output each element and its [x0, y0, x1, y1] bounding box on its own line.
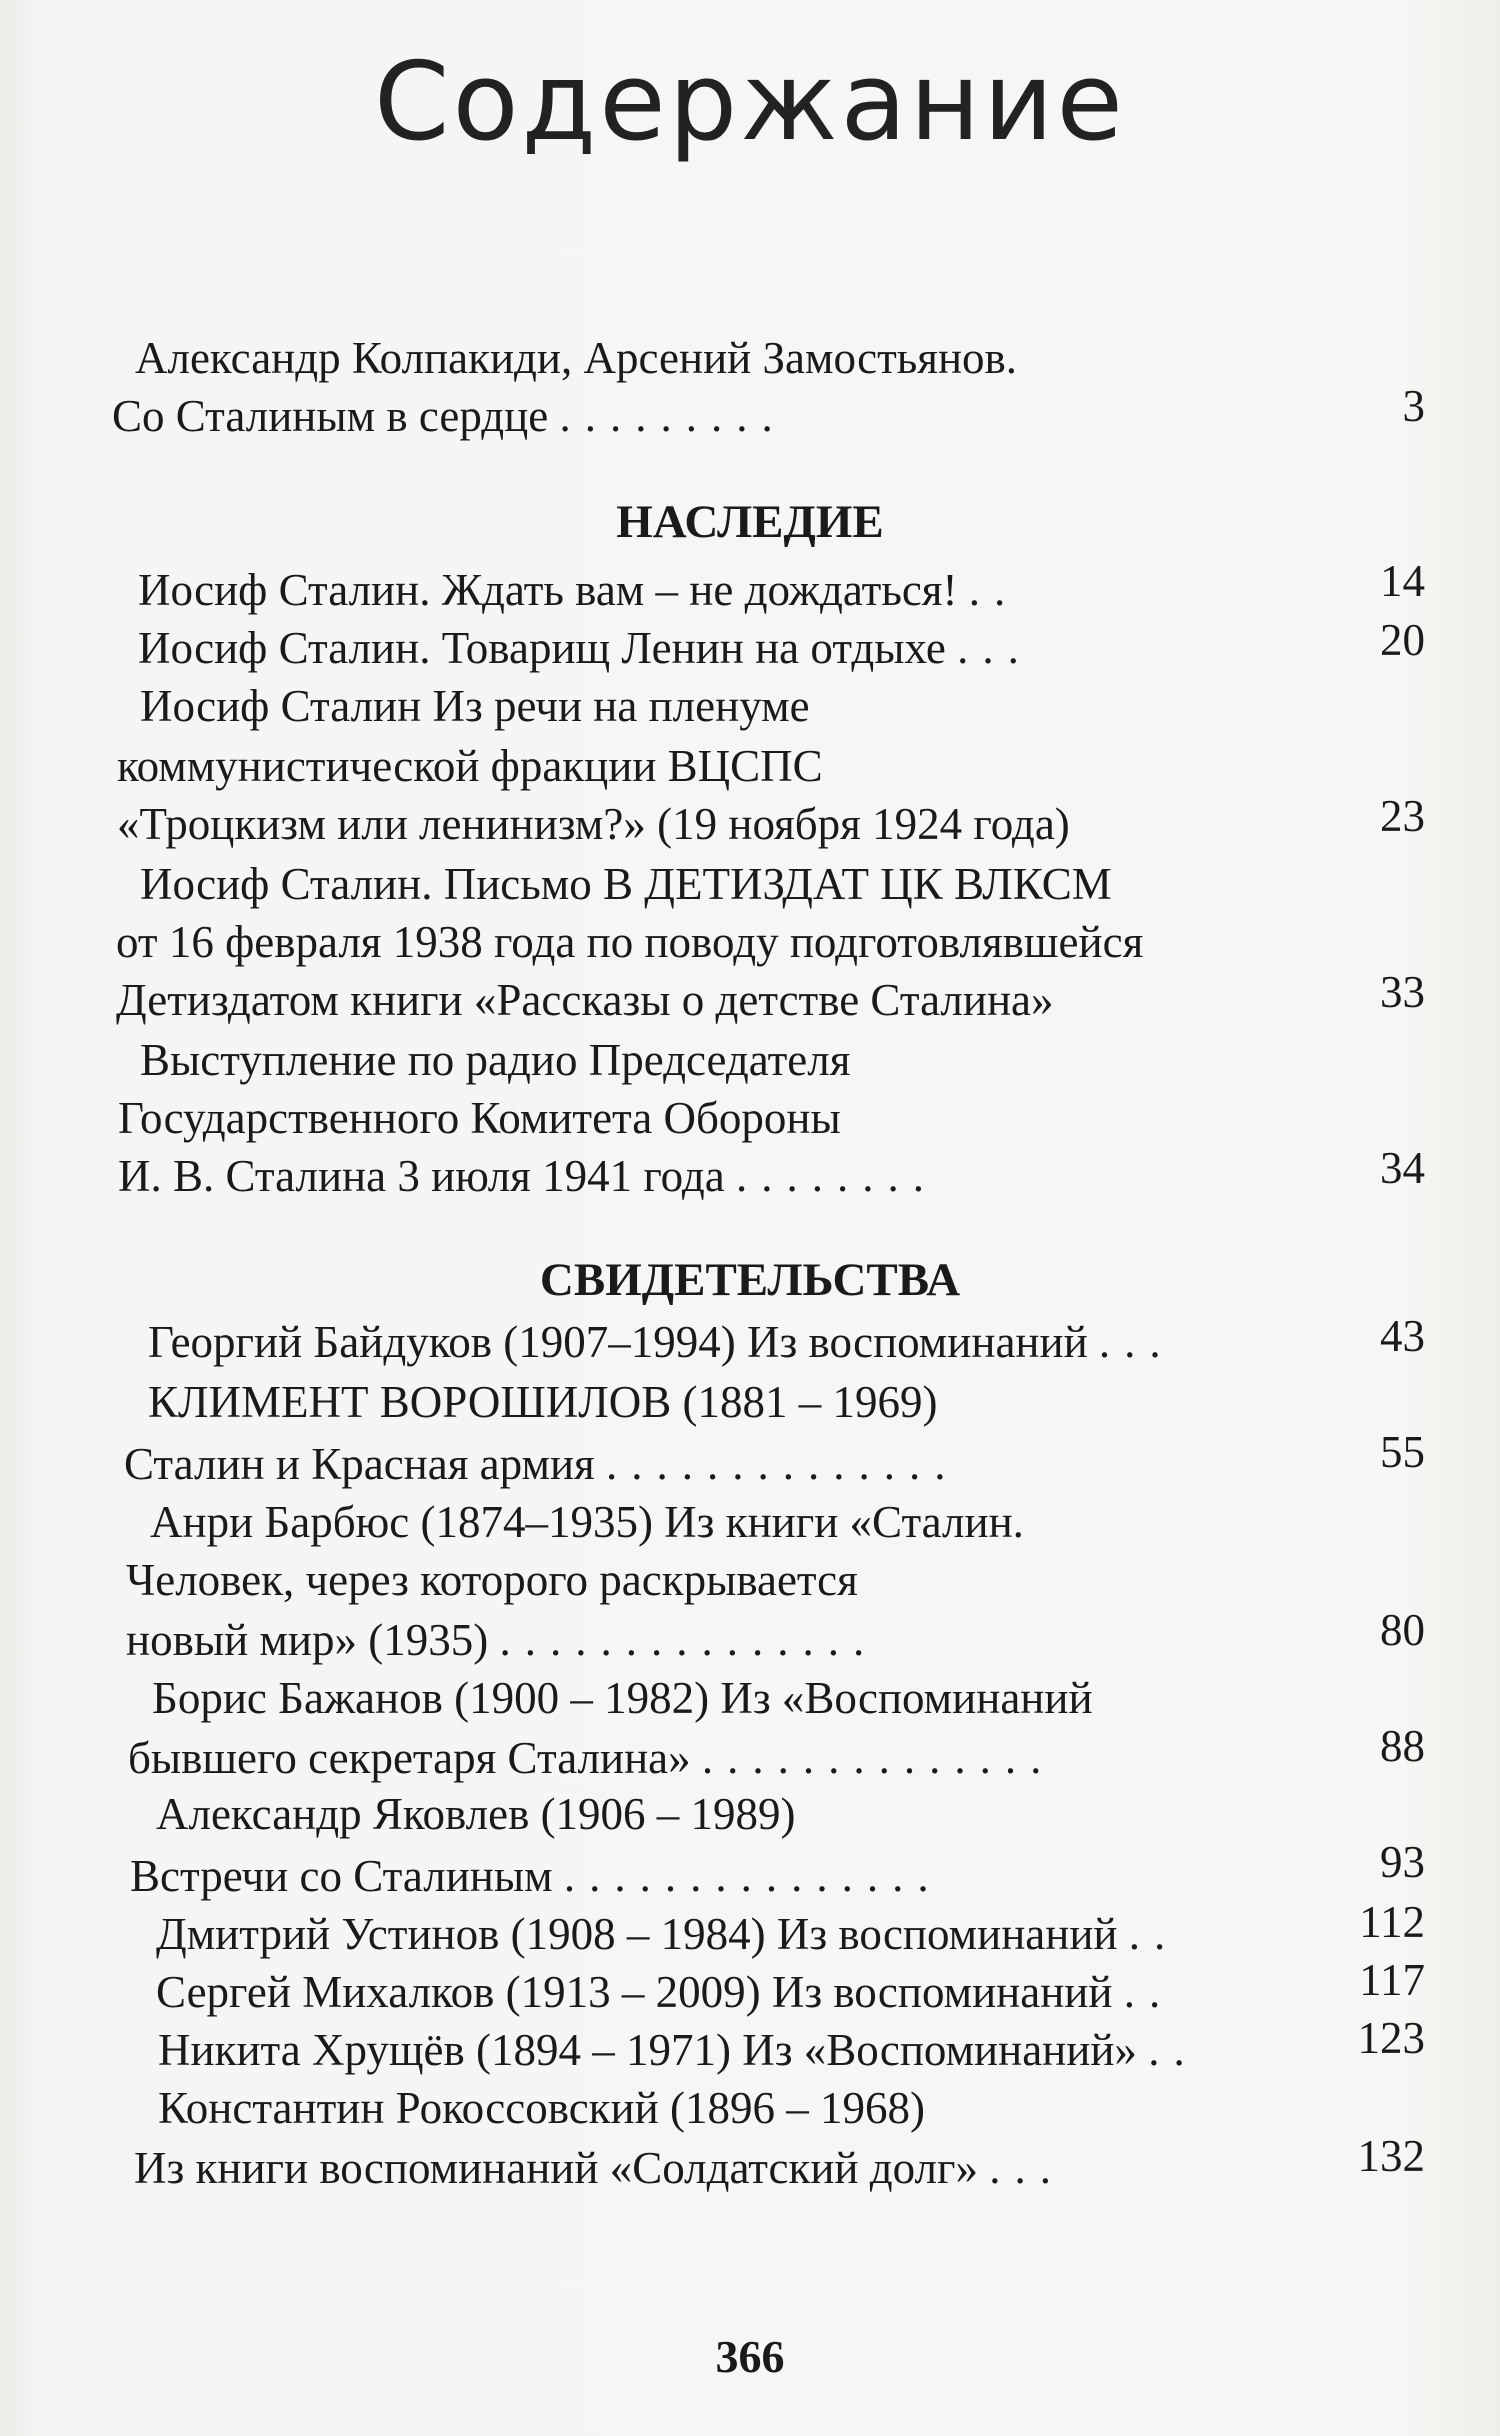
toc-entry-line: Борис Бажанов (1900 – 1982) Из «Воспоминаний: [152, 1673, 1093, 1723]
toc-entry-line: бывшего секретаря Сталина» ..............: [128, 1733, 1056, 1783]
toc-entry-line: Из книги воспоминаний «Солдатский долг» ...: [134, 2143, 1065, 2193]
section-heading-testimonies: СВИДЕТЕЛЬСТВА: [539, 1254, 961, 1306]
toc-page-number: 55: [1380, 1427, 1425, 1477]
toc-page-number: 14: [1380, 556, 1425, 606]
toc-entry-line: «Троцкизм или ленинизм?» (19 ноября 1924 года): [117, 799, 1070, 849]
toc-entry-text: Никита Хрущёв (1894 – 1971) Из «Воспоминаний»: [158, 2025, 1137, 2075]
toc-page-number: 3: [1402, 381, 1425, 431]
toc-entry-line: новый мир» (1935) ...............: [126, 1615, 879, 1665]
toc-entry-line: Иосиф Сталин. Товарищ Ленин на отдыхе ...: [138, 623, 1033, 673]
toc-page-number: 123: [1357, 2013, 1425, 2063]
toc-entry-line: Встречи со Сталиным ...............: [130, 1851, 943, 1901]
toc-entry-line: КЛИМЕНТ ВОРОШИЛОВ (1881 – 1969): [148, 1377, 938, 1427]
toc-page-number: 43: [1380, 1311, 1425, 1361]
toc-page-number: 23: [1380, 791, 1425, 841]
toc-entry-line: Выступление по радио Председателя: [140, 1035, 851, 1085]
toc-entry-line: Иосиф Сталин. Ждать вам – не дождаться! ..: [138, 565, 1020, 615]
toc-entry-line: Никита Хрущёв (1894 – 1971) Из «Воспоминаний» ..: [158, 2025, 1199, 2075]
toc-entry-line: коммунистической фракции ВЦСПС: [117, 741, 823, 791]
toc-entry-line: Георгий Байдуков (1907–1994) Из воспоминаний ...: [148, 1317, 1175, 1367]
toc-entry-line: И. В. Сталина 3 июля 1941 года ........: [118, 1151, 939, 1201]
toc-entry-line: Сергей Михалков (1913 – 2009) Из воспоминаний ..: [156, 1967, 1175, 2017]
section-heading-legacy: НАСЛЕДИЕ: [616, 496, 884, 548]
toc-entry-line: Дмитрий Устинов (1908 – 1984) Из воспоминаний ..: [156, 1909, 1180, 1959]
toc-page-number: 33: [1380, 967, 1425, 1017]
toc-entry-line: Александр Колпакиди, Арсений Замостьянов.: [135, 333, 1018, 383]
toc-entry-text: Дмитрий Устинов (1908 – 1984) Из воспоминаний: [156, 1909, 1118, 1959]
toc-entry-line: Константин Рокоссовский (1896 – 1968): [158, 2083, 925, 2133]
toc-page-number: 34: [1380, 1143, 1425, 1193]
toc-entry-text: новый мир» (1935): [126, 1615, 489, 1665]
toc-entry-text: бывшего секретаря Сталина»: [128, 1733, 691, 1783]
toc-page-number: 132: [1357, 2131, 1425, 2181]
page-number: 366: [715, 2331, 785, 2382]
page-title: Содержание: [374, 40, 1126, 165]
toc-entry-line: Человек, через которого раскрывается: [126, 1555, 858, 1605]
toc-page-number: 80: [1380, 1605, 1425, 1655]
toc-entry-text: Со Сталиным в сердце: [112, 391, 549, 441]
toc-entry-text: Встречи со Сталиным: [130, 1851, 553, 1901]
toc-page-number: 117: [1359, 1955, 1425, 2005]
toc-entry-line: Анри Барбюс (1874–1935) Из книги «Сталин.: [150, 1497, 1024, 1547]
toc-entry-text: Иосиф Сталин. Товарищ Ленин на отдыхе: [138, 623, 946, 673]
toc-entry-text: Из книги воспоминаний «Солдатский долг»: [134, 2143, 978, 2193]
toc-page-number: 88: [1380, 1721, 1425, 1771]
toc-entry-text: Иосиф Сталин. Ждать вам – не дождаться!: [138, 565, 958, 615]
toc-entry-text: И. В. Сталина 3 июля 1941 года: [118, 1151, 725, 1201]
toc-entry-line: от 16 февраля 1938 года по поводу подготовлявшейся: [116, 917, 1144, 967]
toc-page-number: 20: [1380, 615, 1425, 665]
toc-page-number: 93: [1380, 1837, 1425, 1887]
toc-entry-line: Государственного Комитета Обороны: [118, 1093, 841, 1143]
toc-entry-line: Иосиф Сталин Из речи на пленуме: [140, 681, 810, 731]
toc-entry-line: Иосиф Сталин. Письмо В ДЕТИЗДАТ ЦК ВЛКСМ: [140, 859, 1112, 909]
toc-page-number: 112: [1359, 1897, 1425, 1947]
toc-entry-text: Георгий Байдуков (1907–1994) Из воспоминаний: [148, 1317, 1088, 1367]
toc-entry-line: Сталин и Красная армия ..............: [124, 1439, 960, 1489]
toc-entry-line: Детиздатом книги «Рассказы о детстве Сталина»: [116, 975, 1054, 1025]
toc-entry-line: Александр Яковлев (1906 – 1989): [156, 1789, 796, 1839]
toc-entry-text: Сергей Михалков (1913 – 2009) Из воспоминаний: [156, 1967, 1113, 2017]
toc-entry-text: Сталин и Красная армия: [124, 1439, 595, 1489]
toc-entry-line: Со Сталиным в сердце .........: [112, 391, 787, 441]
